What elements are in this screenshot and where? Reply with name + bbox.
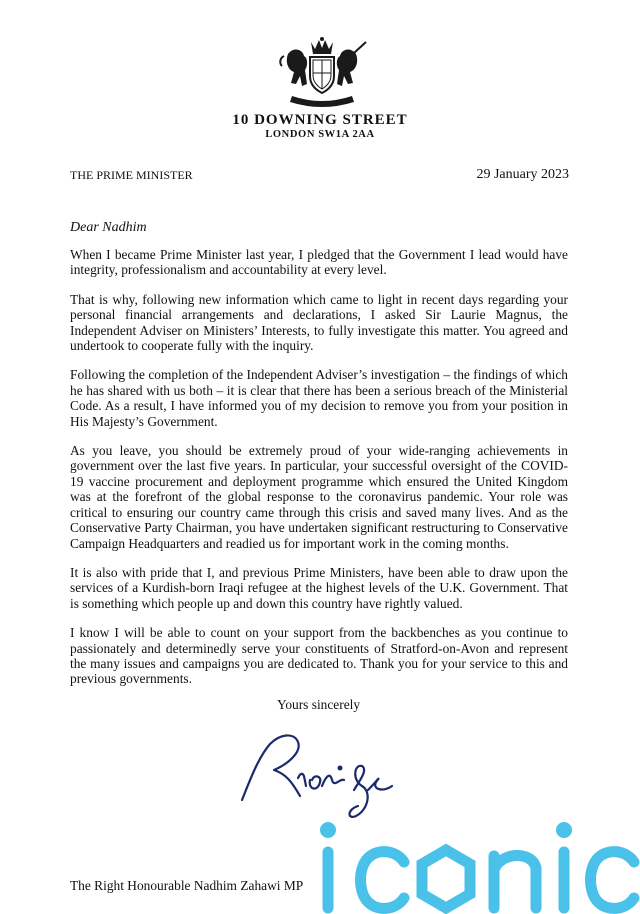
letter-date: 29 January 2023 bbox=[476, 167, 569, 182]
paragraph-6: I know I will be able to count on your support from the backbenches as you continue to passionately and determinedly serve your constituents of Stratford-on-Avon and represent the many issues and campaigns you are dedicated to. Thank you for your service to this and previous governments. bbox=[70, 625, 568, 687]
paragraph-5: It is also with pride that I, and previous Prime Ministers, have been able to draw upon the services of a Kurdish-born Iraqi refugee at the highest levels of the U.K. Government. That is something which people up and down this country have rightly valued. bbox=[70, 564, 568, 611]
watermark-text: iconic bbox=[318, 806, 321, 807]
iconic-watermark bbox=[318, 806, 640, 914]
salutation: Dear Nadhim bbox=[70, 220, 147, 235]
paragraph-4: As you leave, you should be extremely proud of your wide-ranging achievements in government over the last five years. In particular, your successful oversight of the COVID-19 vaccine procurement and deployment programme which ensured the United Kingdom was at the forefront of the global response to the coronavirus pandemic. Your role was critical to ensuring our country came through this crisis and saved many lives. And as the Conservative Party Chairman, you have undertaken significant restructuring to Conservative Campaign Headquarters and readied us for important work in the coming months. bbox=[70, 443, 568, 551]
paragraph-2: That is why, following new information which came to light in recent days regarding your personal financial arrangements and declarations, I asked Sir Laurie Magnus, the Independent Adviser on Ministers’ Interests, to fully investigate this matter. You agreed and undertook to cooperate fully with the inquiry. bbox=[70, 291, 568, 354]
recipient-name: The Right Honourable Nadhim Zahawi MP bbox=[70, 878, 304, 893]
royal-crest-icon bbox=[270, 36, 374, 114]
paragraph-3: Following the completion of the Independent Adviser’s investigation – the findings of which he has shared with us both – it is clear that there has been a serious breach of the Ministerial Code. As a result, I have informed you of my decision to remove you from your position in His Majesty’s Government. bbox=[70, 367, 568, 429]
letter-body bbox=[70, 247, 568, 701]
closing: Yours sincerely bbox=[277, 697, 361, 712]
letterhead-address-line-1: 10 DOWNING STREET bbox=[232, 112, 408, 128]
sender-title: THE PRIME MINISTER bbox=[70, 168, 193, 182]
paragraph-1: When I became Prime Minister last year, I pledged that the Government I lead would have integrity, professionalism and accountability at every level. bbox=[70, 247, 568, 278]
letterhead-address-line-2: LONDON SW1A 2AA bbox=[265, 129, 375, 140]
